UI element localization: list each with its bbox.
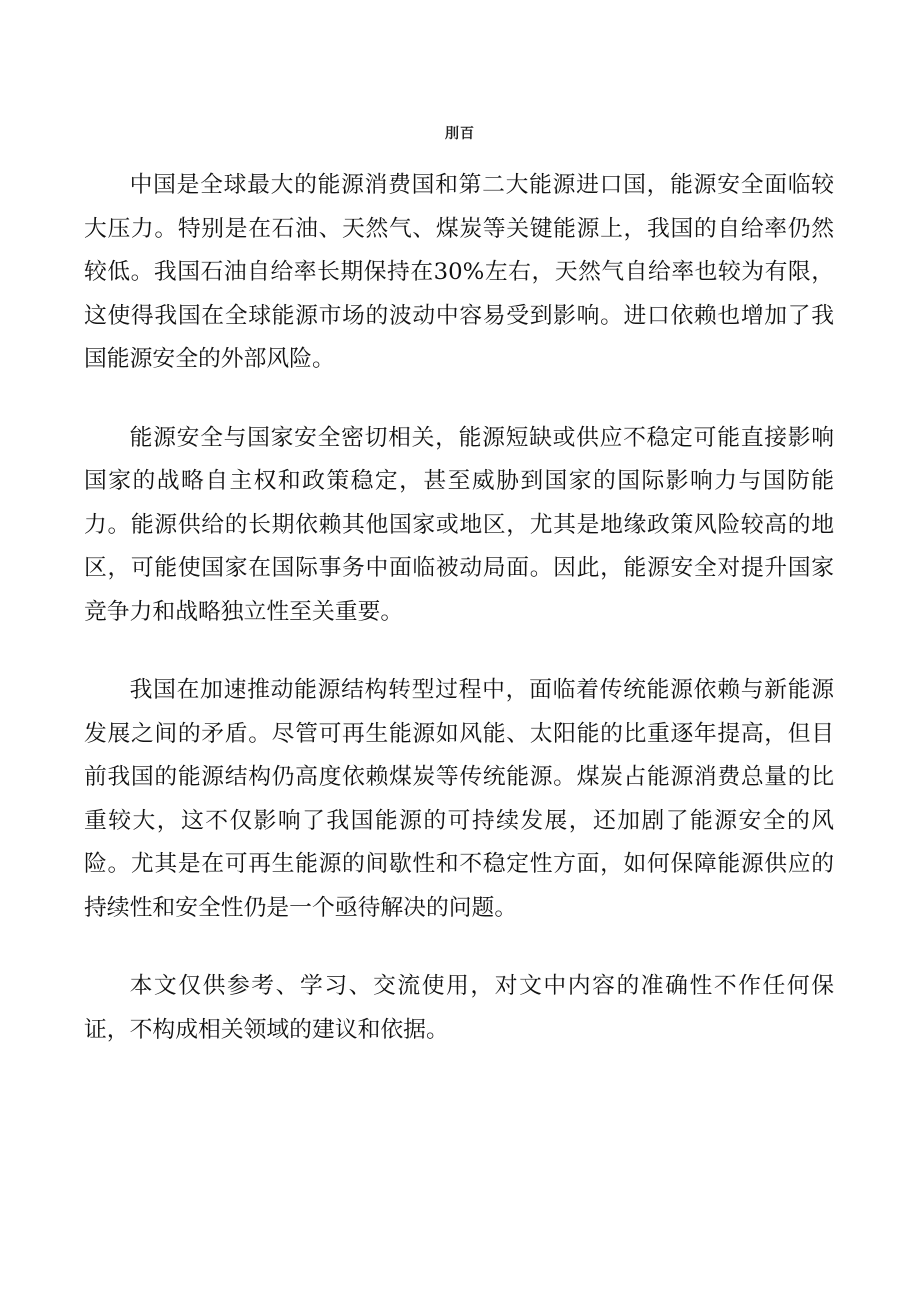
paragraph-1: 中国是全球最大的能源消费国和第二大能源进口国，能源安全面临较大压力。特别是在石油、天然气、煤炭等关键能源上，我国的自给率仍然较低。我国石油自给率长期保持在30%左右，天然气自给率也较为有限，这使得我国在全球能源市场的波动中容易受到影响。进口依赖也增加了我国能源安全的外部风险。 <box>84 172 834 372</box>
paragraph-2: 能源安全与国家安全密切相关，能源短缺或供应不稳定可能直接影响国家的战略自主权和政策稳定，甚至威胁到国家的国际影响力与国防能力。能源供给的长期依赖其他国家或地区，尤其是地缘政策风险较高的地区，可能使国家在国际事务中面临被动局面。因此，能源安全对提升国家竞争力和战略独立性至关重要。 <box>84 424 834 625</box>
document-body <box>84 164 834 1087</box>
paragraph-3: 我国在加速推动能源结构转型过程中，面临着传统能源依赖与新能源发展之间的矛盾。尽管可再生能源如风能、太阳能的比重逐年提高，但目前我国的能源结构仍高度依赖煤炭等传统能源。煤炭占能源消费总量的比重较大，这不仅影响了我国能源的可持续发展，还加剧了能源安全的风险。尤其是在可再生能源的间歇性和不稳定性方面，如何保障能源供应的持续性和安全性仍是一个亟待解决的问题。 <box>84 677 834 921</box>
page-title: 刖百 <box>445 126 475 142</box>
paragraph-disclaimer: 本文仅供参考、学习、交流使用，对文中内容的准确性不作任何保证，不构成相关领域的建议和依据。 <box>84 973 834 1043</box>
